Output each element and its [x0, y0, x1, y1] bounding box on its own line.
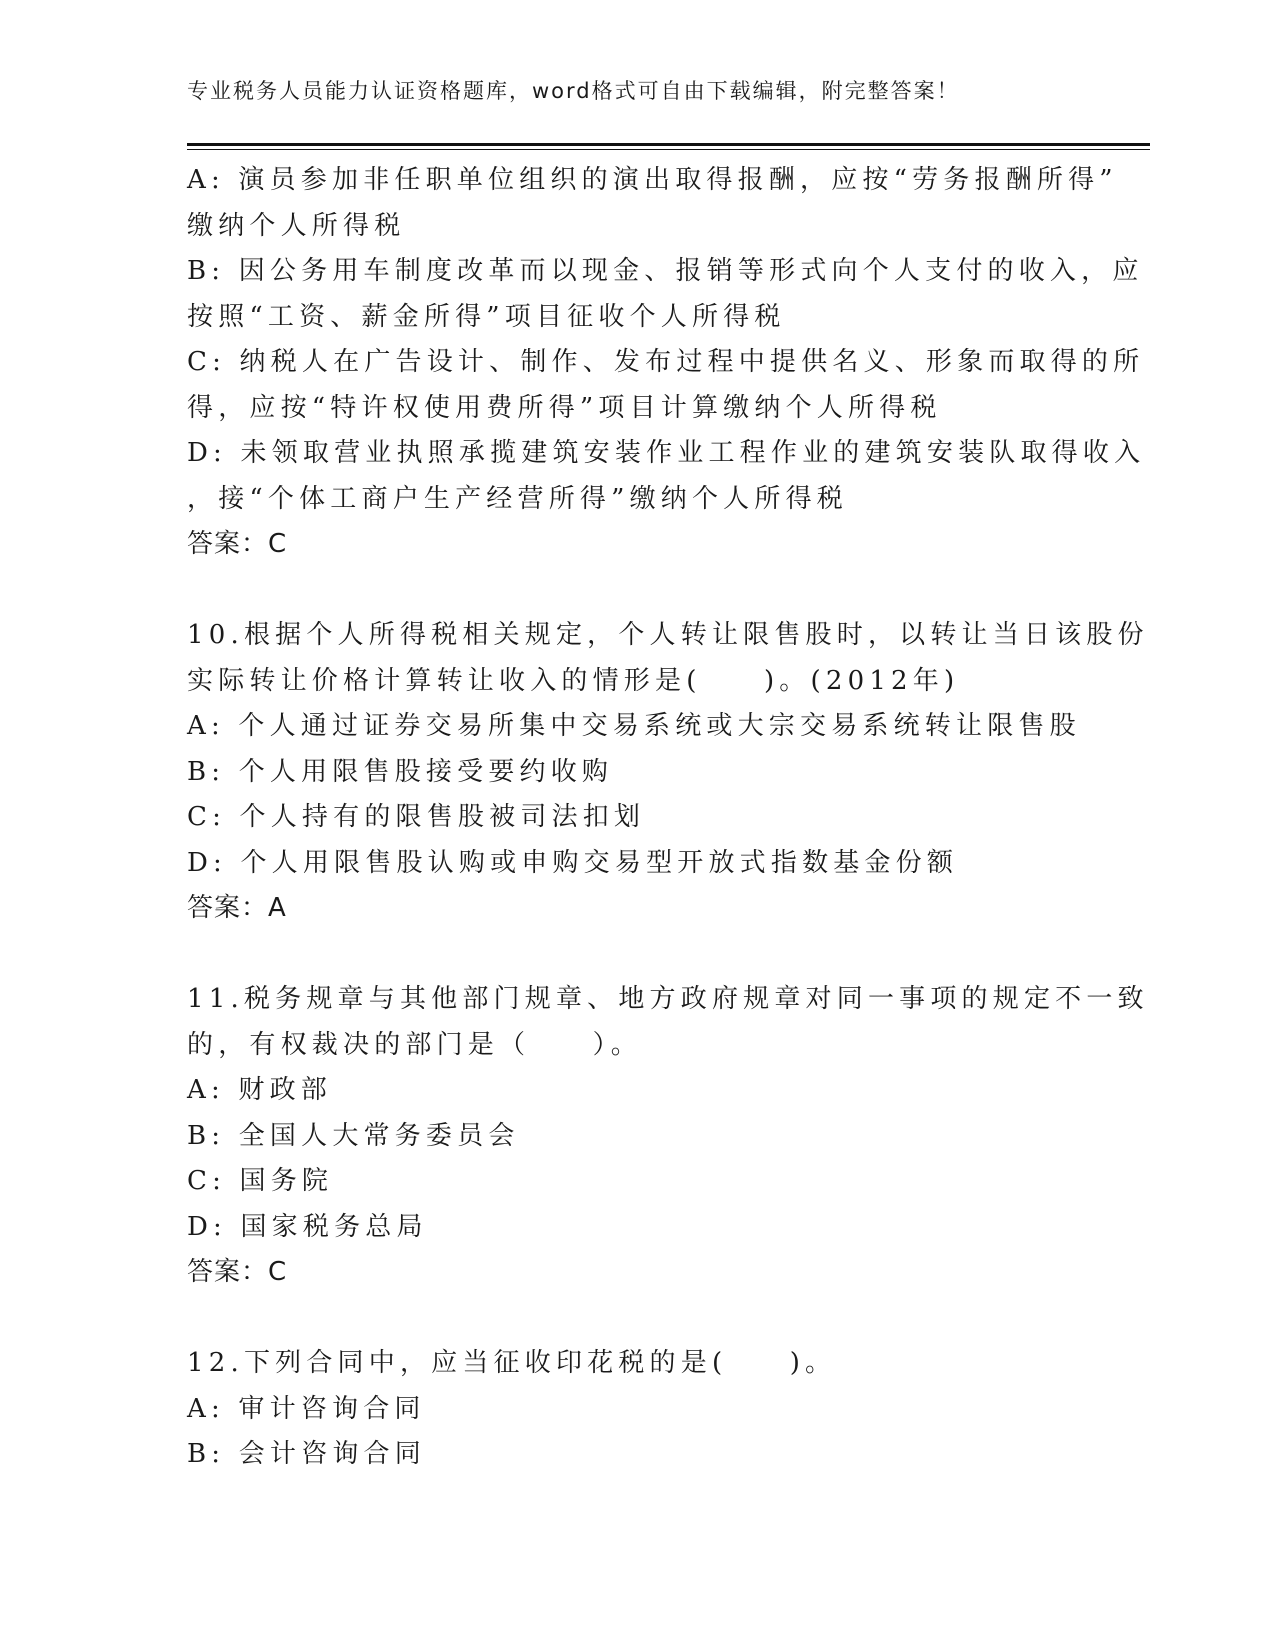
option-line: C: 个人持有的限售股被司法扣划 [187, 802, 646, 832]
block-spacer [187, 932, 1087, 978]
option-line: D: 未领取营业执照承揽建筑安装作业工程作业的建筑安装队取得收入 [187, 438, 1146, 468]
answer-line: 答案：A [187, 893, 287, 923]
page-header: 专业税务人员能力认证资格题库，word格式可自由下载编辑，附完整答案！ [187, 79, 960, 103]
option-line: D: 个人用限售股认购或申购交易型开放式指数基金份额 [187, 847, 959, 878]
option-line: 缴纳个人所得税 [187, 210, 406, 241]
question-block [187, 977, 1149, 1296]
option-line: C: 国务院 [187, 1166, 334, 1196]
header-rule-thick [187, 143, 1150, 146]
option-line: ，接“个体工商户生产经营所得”缴纳个人所得税 [187, 483, 848, 514]
option-line: A: 财政部 [187, 1075, 333, 1105]
option-line: 按照“工资、薪金所得”项目征收个人所得税 [187, 301, 786, 332]
option-line: B: 个人用限售股接受要约收购 [187, 756, 614, 787]
block-spacer [187, 568, 1087, 614]
option-line: B: 全国人大常务委员会 [187, 1120, 520, 1151]
option-line: D: 国家税务总局 [187, 1211, 428, 1242]
question-text: 10.根据个人所得税相关规定，个人转让限售股时，以转让当日该股份 [187, 620, 1149, 650]
question-block [187, 158, 1146, 568]
option-line: B: 因公务用车制度改革而以现金、报销等形式向个人支付的收入，应 [187, 256, 1144, 286]
option-line: C: 纳税人在广告设计、制作、发布过程中提供名义、形象而取得的所 [187, 347, 1145, 377]
question-block [187, 1341, 1087, 1478]
header-rule-thin [187, 149, 1150, 150]
option-line: B: 会计咨询合同 [187, 1439, 426, 1469]
option-line: A: 个人通过证券交易所集中交易系统或大宗交易系统转让限售股 [187, 711, 1081, 741]
option-line: A: 演员参加非任职单位组织的演出取得报酬，应按“劳务报酬所得” [187, 165, 1118, 195]
block-spacer [187, 1296, 1087, 1342]
option-line: 得，应按“特许权使用费所得”项目计算缴纳个人所得税 [187, 392, 942, 423]
question-text: 的，有权裁决的部门是（ ）。 [187, 1029, 643, 1060]
answer-line: 答案：C [187, 1257, 288, 1287]
document-content [187, 158, 1149, 1478]
question-text: 12.下列合同中，应当征收印花税的是( )。 [187, 1348, 837, 1378]
answer-line: 答案：C [187, 529, 288, 559]
question-text: 11.税务规章与其他部门规章、地方政府规章对同一事项的规定不一致 [187, 984, 1149, 1014]
question-block [187, 613, 1149, 932]
question-text: 实际转让价格计算转让收入的情形是( )。(2012年) [187, 665, 960, 696]
option-line: A: 审计咨询合同 [187, 1393, 426, 1424]
